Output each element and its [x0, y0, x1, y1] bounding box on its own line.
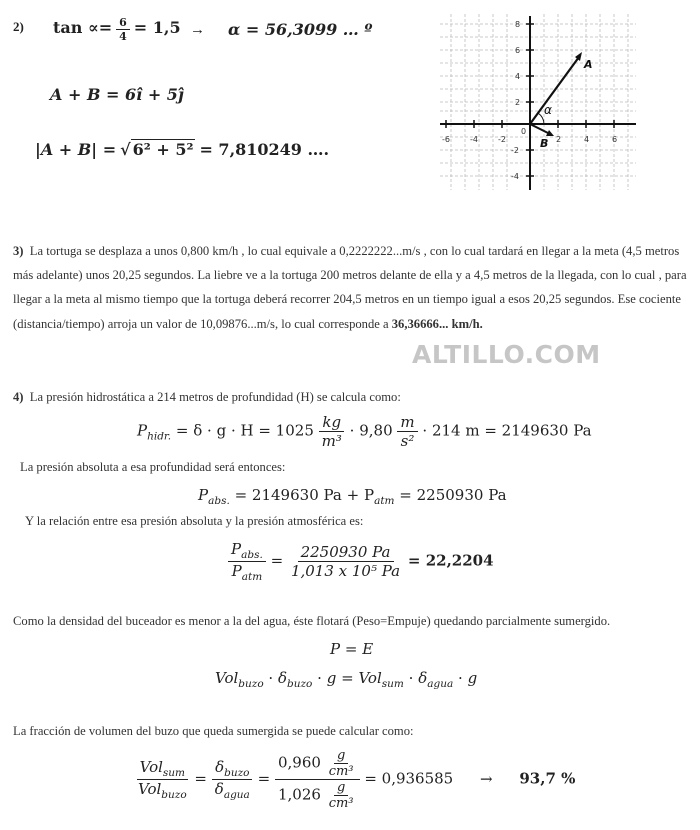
ratio-den-p: P — [231, 562, 242, 580]
vol-buzo: Vol — [215, 669, 239, 687]
tan-arrow: → — [190, 22, 205, 38]
vol-sum-sub: sum — [381, 678, 404, 690]
x-tick-label: 4 — [584, 135, 590, 144]
magnitude-sqrt: 6² + 5² — [132, 140, 194, 159]
unit-bottom-num: g — [334, 780, 348, 796]
problem-3-paragraph — [13, 239, 693, 336]
eq1-u1-den: m³ — [321, 432, 342, 450]
problem-3-number: 3) — [13, 244, 24, 258]
percent-result: 93,7 % — [519, 769, 576, 788]
tan-equation — [53, 16, 181, 43]
eq1-unit-m-s2 — [397, 413, 417, 450]
eq2-sub2: atm — [374, 495, 395, 507]
ratio-num-value: 2250930 Pa — [298, 543, 394, 562]
delta-buzo-sub: buzo — [287, 678, 313, 690]
watermark-logo: ALTILLO.COM — [412, 340, 601, 369]
eq1-u1-num: kg — [319, 413, 344, 432]
g-right: g — [467, 669, 478, 687]
density-den-delta: δ — [214, 780, 224, 798]
vol-sum: Vol — [358, 669, 382, 687]
vector-a-label: A — [584, 58, 593, 71]
delta-agua-sub: agua — [427, 678, 454, 690]
magnitude-rhs: = 7,810249 …. — [199, 140, 330, 159]
ratio-den-value: 1,013 x 10⁵ Pa — [290, 562, 401, 580]
magnitude-equation — [35, 140, 329, 160]
result-arrow: → — [480, 769, 493, 788]
tan-fraction-den: 4 — [119, 30, 127, 43]
density-num-delta: δ — [215, 758, 225, 776]
volume-density-equation: $Vol_{buzo} \cdot \delta_{buzo} \cdot g = Vol_{sum} \cdot \delta_{agua} \cdot g$ — [215, 669, 478, 690]
eq1-mid: = δ · g · H = 1025 — [175, 421, 314, 440]
dens-agua-value: 1,026 — [277, 785, 321, 804]
eq1-p: P — [137, 421, 148, 440]
fraction-paragraph: La fracción de volumen del buzo que queda sumergida se puede calcular como: — [13, 724, 414, 738]
unit-frac-top — [326, 748, 357, 779]
problem-4-intro-text: La presión hidrostática a 214 metros de profundidad (H) se calcula como: — [29, 390, 401, 404]
x-tick-label: -6 — [442, 135, 450, 144]
x-tick-label: 2 — [556, 135, 562, 144]
absolute-pressure-equation — [198, 486, 507, 507]
problem-3-text: La tortuga se desplaza a unos 0,800 km/h , lo cual equivale a 0,2222222...m/s , con lo cual tardará en llegar a la meta (4,5 metros más adelante) unos 20,25 segundos. La liebre ve a la tortuga 200 metros delante de ella y a 4,5 metros de la llegada, con lo cual , para llegar a la meta al mismo tiempo que la tortuga deberá recorrer 204,5 metros en un tiempo igual a esos 20,25 segundos. Ese cociente (distancia/tiempo) arroja un valor de 10,09876...m/s, lo cual corresponde a — [13, 244, 687, 331]
ratio-num-sub: abs. — [241, 549, 263, 561]
vector-b — [530, 124, 550, 134]
vol-ratio-den — [135, 780, 190, 801]
ratio-num — [228, 540, 266, 562]
submerged-fraction-equation: $\frac{Vol_{sum}}{Vol_{buzo}}$ = $\frac{\delta_{buzo}}{\delta_{agua}}$ = 0,960 $\frac{g}{\text{cm³}}$ 1,026 $\frac{g}{\text{cm³}}$ = 0,936585 → 93,7 % — [135, 748, 575, 811]
numeric-density-num — [275, 748, 360, 780]
eq2-end: = 2250930 Pa — [399, 486, 507, 504]
absolute-pressure-intro: La presión absoluta a esa profundidad será entonces: — [20, 460, 286, 474]
hydrostatic-equation — [137, 413, 592, 450]
delta-agua: δ — [418, 669, 428, 687]
eq1-u2-den: s² — [400, 432, 415, 450]
fraction-result: = 0,936585 — [364, 769, 454, 788]
eq1-sub: hidr. — [147, 430, 172, 443]
y-tick-label: -4 — [511, 172, 519, 181]
problem-4-intro — [13, 390, 401, 405]
x-tick-label: -2 — [498, 135, 506, 144]
vol-ratio-den-vol: Vol — [138, 780, 162, 798]
vector-b-label: B — [540, 137, 549, 150]
ratio-frac-numeric — [288, 543, 403, 580]
ratio-result: = 22,2204 — [407, 551, 494, 570]
sqrt-sign: √ — [120, 140, 131, 159]
vol-ratio-den-sub: buzo — [161, 789, 187, 801]
density-ratio-den — [212, 780, 253, 801]
tan-value: = 1,5 — [133, 18, 181, 38]
eq1-unit-kg-m3 — [319, 413, 345, 450]
ratio-num-p: P — [231, 540, 242, 558]
y-tick-label: -2 — [511, 146, 519, 155]
y-tick-label: 8 — [515, 20, 521, 29]
density-ratio-num — [212, 758, 252, 780]
graph-grid — [440, 14, 636, 190]
vol-ratio-num-vol: Vol — [139, 758, 163, 776]
eq1-u2-num: m — [397, 413, 417, 432]
delta-buzo: δ — [277, 669, 288, 687]
magnitude-lhs: |A + B| = — [35, 140, 117, 159]
tan-fraction-num: 6 — [116, 16, 130, 30]
buoyancy-paragraph: Como la densidad del buceador es menor a la del agua, éste flotará (Peso=Empuje) quedando parcialmente sumergido. — [13, 614, 611, 628]
numeric-density-ratio — [275, 748, 360, 811]
y-tick-label: 2 — [515, 98, 521, 107]
ratio-frac-symbolic — [228, 540, 266, 583]
origin-label: 0 — [521, 127, 527, 136]
eq2-p: P — [198, 486, 209, 504]
g-left: g — [326, 669, 337, 687]
ratio-den-sub: atm — [241, 571, 263, 583]
unit-bottom-den: cm³ — [328, 796, 354, 811]
alpha-equation: α = 56,3099 … º — [228, 20, 373, 39]
vol-ratio-num — [137, 758, 188, 780]
x-tick-label: 6 — [612, 135, 618, 144]
unit-top-den: cm³ — [328, 764, 354, 779]
vector-graph — [432, 14, 636, 190]
angle-alpha-label: α — [544, 103, 552, 117]
problem-4-number: 4) — [13, 390, 24, 404]
y-tick-label: 4 — [515, 72, 521, 81]
unit-top-num: g — [334, 748, 348, 764]
problem-3-result: 36,36666... km/h. — [391, 316, 483, 331]
density-ratio — [212, 758, 253, 801]
vol-buzo-sub: buzo — [238, 678, 264, 690]
problem-2-number: 2) — [13, 19, 24, 34]
tan-lhs: tan ∝= — [53, 18, 113, 38]
eq2-sub: abs. — [208, 495, 230, 507]
ratio-den — [229, 562, 266, 583]
vector-sum-equation: A + B = 6î + 5ĵ — [50, 85, 184, 104]
y-tick-label: 6 — [515, 46, 521, 55]
eq1-mid2: · 9,80 — [349, 421, 393, 440]
x-tick-label: -4 — [470, 135, 478, 144]
density-num-sub: buzo — [224, 767, 250, 779]
weight-buoyancy-equation: P = E — [330, 640, 374, 658]
vol-ratio — [135, 758, 190, 801]
vol-ratio-num-sub: sum — [162, 767, 186, 779]
eq1-end: · 214 m = 2149630 Pa — [422, 421, 592, 440]
density-den-sub: agua — [223, 789, 250, 801]
numeric-density-den — [275, 780, 360, 811]
relation-intro: Y la relación entre esa presión absoluta y la presión atmosférica es: — [25, 514, 364, 528]
dens-buzo-value: 0,960 — [277, 753, 321, 772]
tan-fraction — [116, 16, 130, 43]
eq2-mid: = 2149630 Pa + P — [234, 486, 375, 504]
unit-frac-bottom — [326, 780, 357, 811]
pressure-ratio-equation: $\frac{P_{abs.}}{P_{atm}}$ = $\frac{2250930 Pa}{\text{1,013 x 10⁵ Pa}}$ = 22,2204 — [228, 540, 494, 583]
